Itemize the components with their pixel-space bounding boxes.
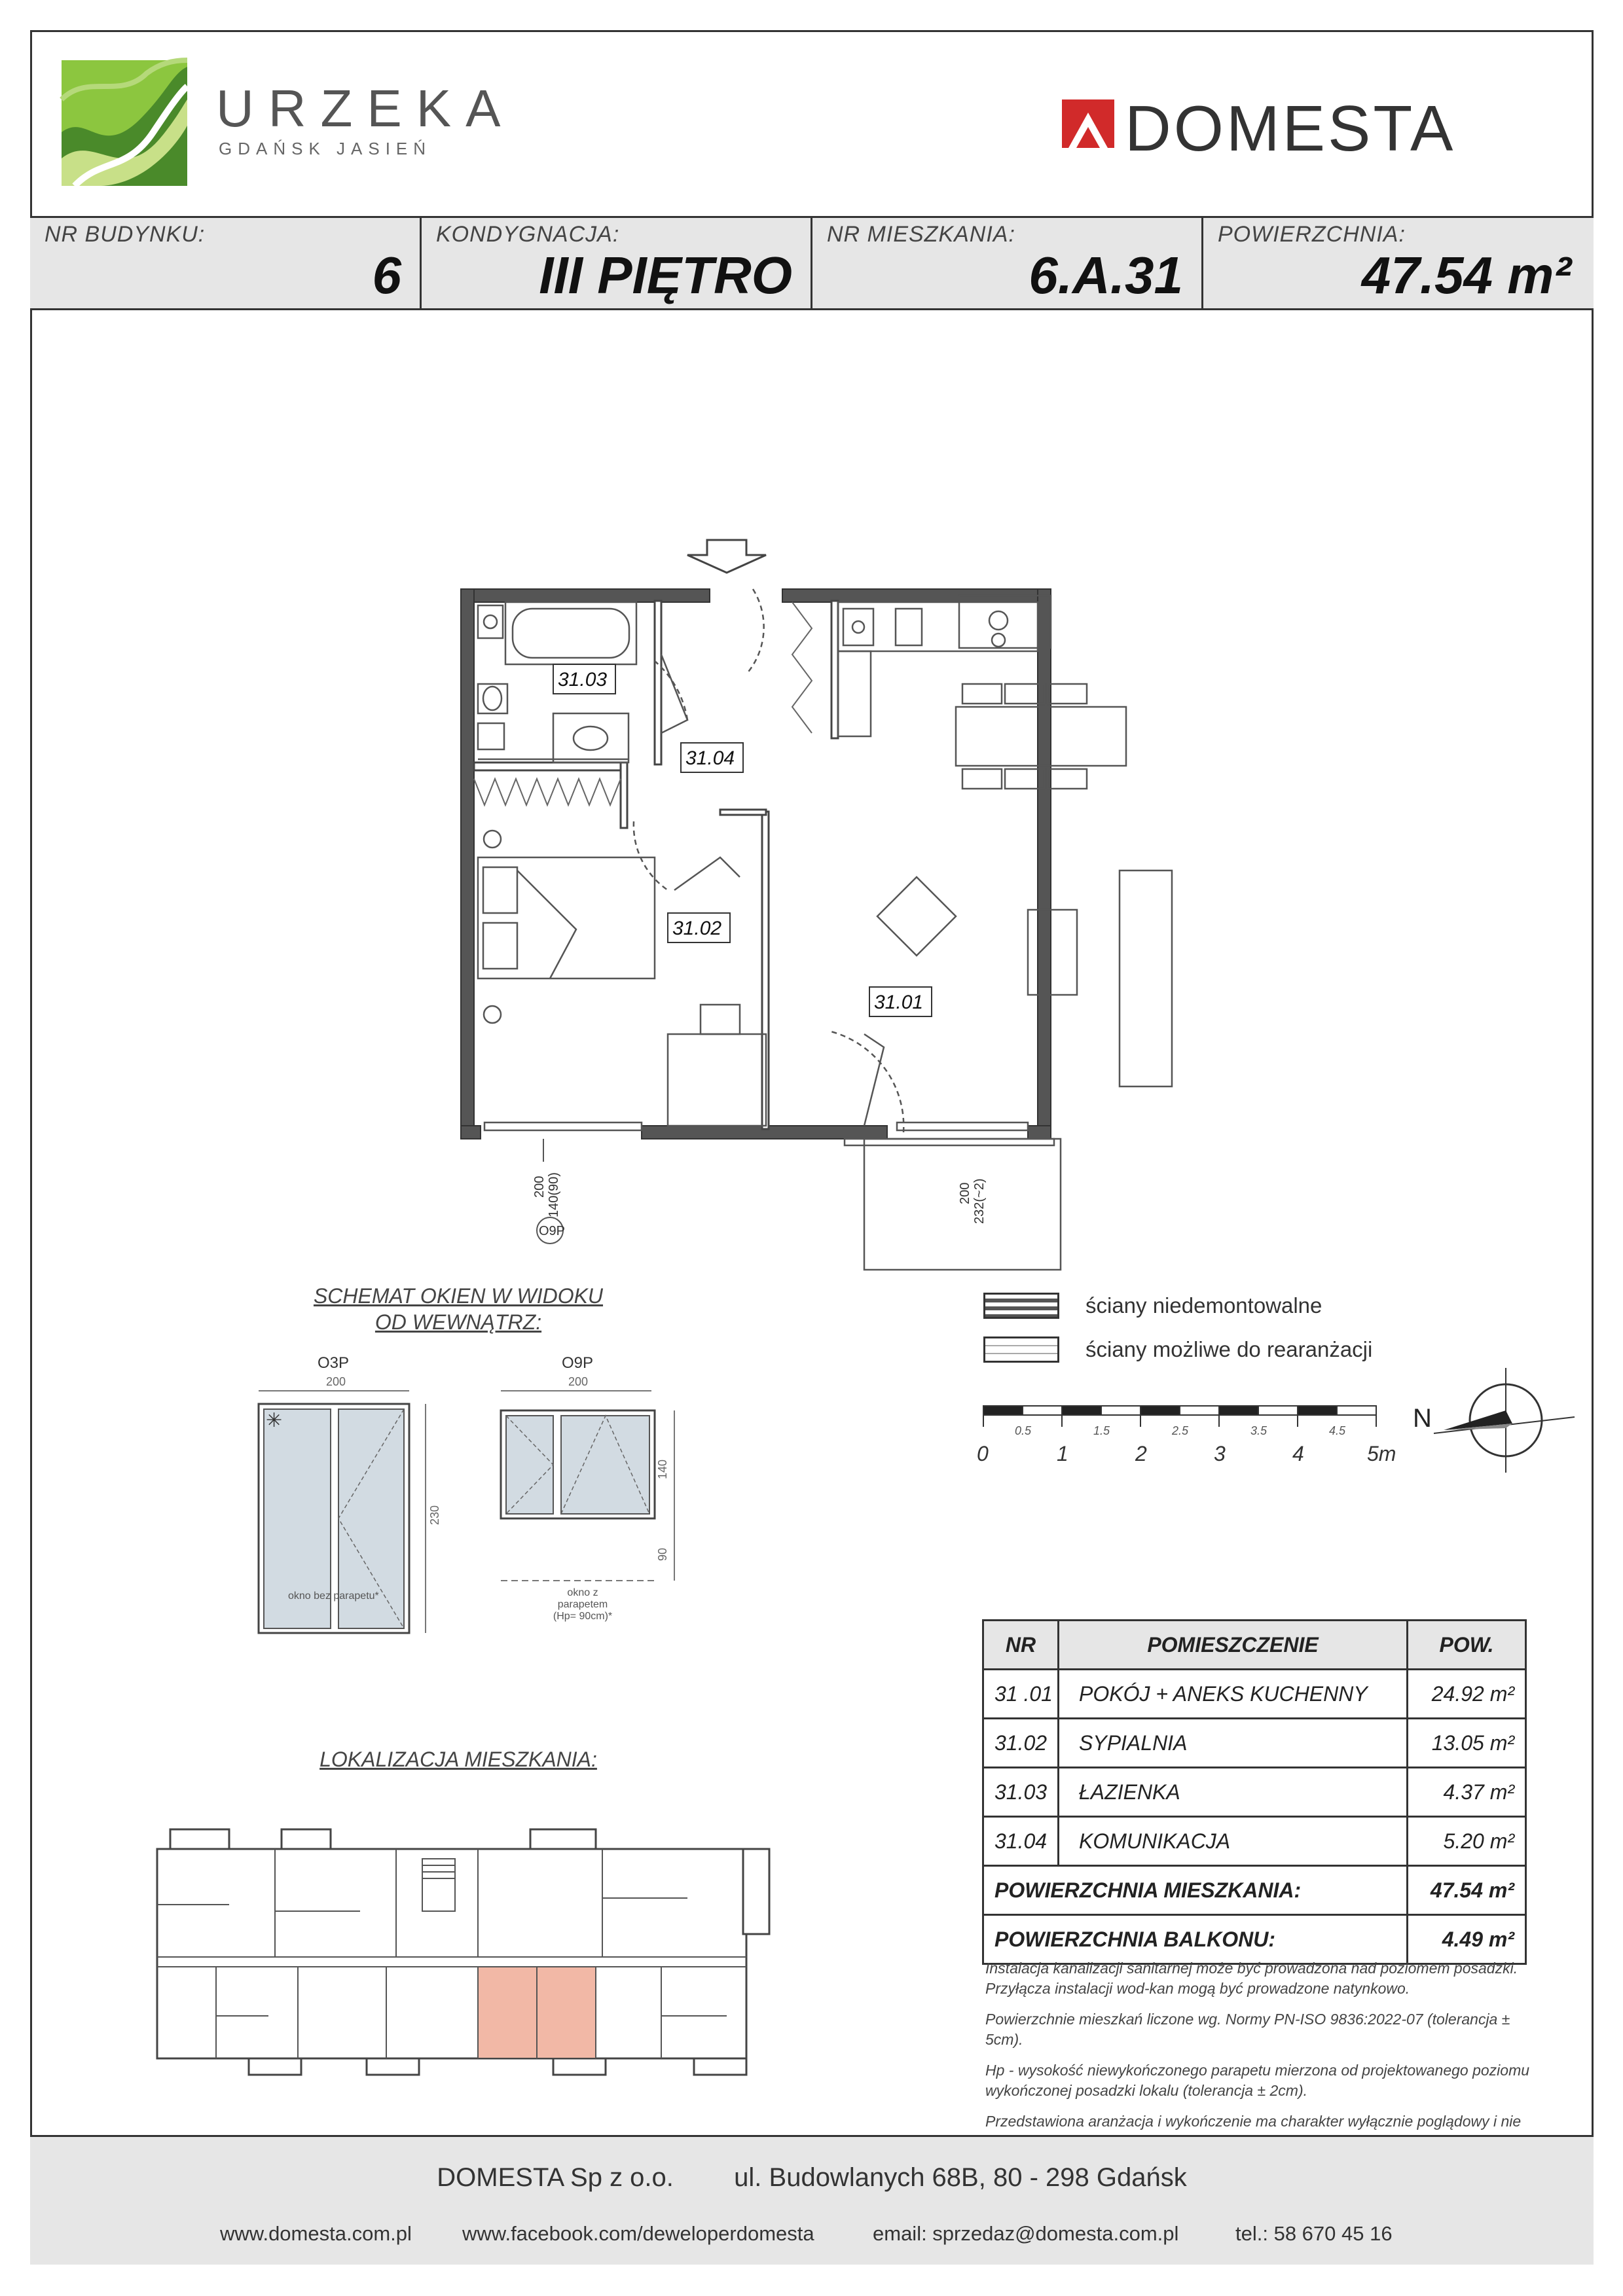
window-o9p-sill: 90	[656, 1547, 669, 1561]
svg-text:✳: ✳	[266, 1410, 283, 1431]
window-o9p-height: 140	[656, 1459, 669, 1479]
area-cell	[1203, 218, 1590, 308]
scale-bar	[976, 1401, 1408, 1473]
row-area: 5.20 m²	[1408, 1817, 1526, 1866]
row-area: 13.05 m²	[1408, 1719, 1526, 1768]
window-o9p-caption	[543, 1587, 622, 1623]
note-2: Powierzchnie mieszkań liczone wg. Normy PN-ISO 9836:2022-07 (tolerancja ± 5cm).	[985, 2011, 1510, 2048]
room-label-31-02: 31.02	[672, 918, 722, 939]
row-nr: 31 .01	[983, 1670, 1059, 1719]
window-type-1: O9P	[539, 1224, 566, 1238]
total-apartment-value: 47.54 m²	[1408, 1866, 1526, 1915]
total-balcony-label: POWIERZCHNIA BALKONU:	[983, 1915, 1408, 1964]
footer-line-company	[30, 2163, 1594, 2193]
table-row	[983, 1719, 1526, 1768]
footer-email-link[interactable]: email: sprzedaz@domesta.com.pl	[873, 2222, 1179, 2245]
urzeka-logo	[62, 60, 187, 186]
scale-major-0: 0	[977, 1442, 989, 1465]
floor-plan	[445, 524, 1152, 1238]
window-o3p-caption: okno bez parapetu*	[288, 1590, 379, 1602]
notes	[985, 1958, 1548, 2162]
table-row	[983, 1817, 1526, 1866]
rooms-table-header	[983, 1621, 1526, 1670]
scale-major-2: 2	[1135, 1442, 1147, 1465]
window-o3p-name: O3P	[318, 1354, 350, 1372]
footer-company: DOMESTA Sp z o.o.	[437, 2163, 674, 2192]
row-name: ŁAZIENKA	[1059, 1768, 1408, 1817]
footer-website-link[interactable]: www.domesta.com.pl	[220, 2222, 412, 2245]
scale-major-5: 5m	[1367, 1442, 1396, 1465]
row-name: KOMUNIKACJA	[1059, 1817, 1408, 1866]
note-1: Instalacja kanalizacji sanitarnej może być prowadzona nad poziomem posadzki. Przyłącza instalacji wod-kan mogą być prowadzone natynkowo.	[985, 1960, 1518, 1997]
window-o3p-width: 200	[326, 1375, 346, 1388]
footer-phone: tel.: 58 670 45 16	[1235, 2222, 1393, 2245]
row-nr: 31.03	[983, 1768, 1059, 1817]
room-label-31-03: 31.03	[558, 669, 608, 691]
window-o3p-drawing	[242, 1355, 452, 1617]
window-size-1: 200	[532, 1175, 547, 1198]
apartment-cell	[812, 218, 1203, 308]
legend-rearrangeable-swatch	[983, 1336, 1059, 1363]
floor-label: KONDYGNACJA:	[436, 222, 620, 247]
scale-minor-1: 1.5	[1093, 1424, 1110, 1437]
total-apartment-row	[983, 1866, 1526, 1915]
entrance-arrow-icon	[687, 540, 766, 573]
floor-cell	[422, 218, 812, 308]
col-room: POMIESZCZENIE	[1059, 1621, 1408, 1670]
col-area: POW.	[1408, 1621, 1526, 1670]
compass-icon	[1395, 1355, 1591, 1486]
row-nr: 31.04	[983, 1817, 1059, 1866]
total-balcony-row	[983, 1915, 1526, 1964]
window-o9p-caption-line2: (Hp= 90cm)*	[553, 1611, 613, 1622]
row-name: SYPIALNIA	[1059, 1719, 1408, 1768]
row-area: 4.37 m²	[1408, 1768, 1526, 1817]
compass-north-label: N	[1413, 1404, 1432, 1433]
window-o3p-height: 230	[428, 1505, 441, 1525]
scale-minor-2: 2.5	[1172, 1424, 1189, 1437]
scale-minor-0: 0.5	[1015, 1424, 1032, 1437]
building-location-plan	[151, 1820, 805, 2094]
table-row	[983, 1768, 1526, 1817]
building-label: NR BUDYNKU:	[45, 222, 206, 247]
apartment-value: 6.A.31	[1029, 246, 1183, 304]
scale-major-3: 3	[1214, 1442, 1226, 1465]
urzeka-name: URZEKA	[216, 79, 515, 137]
area-label: POWIERZCHNIA:	[1218, 222, 1406, 247]
legend-non-removable: ściany niedemontowalne	[1085, 1293, 1322, 1318]
window-size-2: 200	[958, 1182, 972, 1204]
scale-major-4: 4	[1292, 1442, 1304, 1465]
domesta-name: DOMESTA	[1125, 92, 1456, 164]
footer-facebook-link[interactable]: www.facebook.com/deweloperdomesta	[462, 2222, 814, 2245]
total-apartment-label: POWIERZCHNIA MIESZKANIA:	[983, 1866, 1408, 1915]
window-o9p-drawing	[484, 1355, 694, 1597]
domesta-logo-icon	[1062, 99, 1114, 148]
row-nr: 31.02	[983, 1719, 1059, 1768]
legend-rearrangeable: ściany możliwe do rearanżacji	[1085, 1337, 1373, 1361]
room-label-31-04: 31.04	[685, 747, 735, 769]
legend-non-removable-swatch	[983, 1293, 1059, 1319]
apartment-header	[30, 216, 1594, 310]
scale-minor-4: 4.5	[1329, 1424, 1346, 1437]
note-4: Przedstawiona aranżacja i wykończenie ma charakter wyłącznie poglądowy i nie	[985, 2113, 1522, 2130]
area-value: 47.54 m²	[1361, 246, 1571, 304]
scale-minor-3: 3.5	[1250, 1424, 1267, 1437]
col-nr: NR	[983, 1621, 1059, 1670]
location-title: LOKALIZACJA MIESZKANIA:	[319, 1748, 597, 1771]
footer	[30, 2135, 1594, 2265]
windows-schema-title-line2: OD WEWNĄTRZ:	[374, 1310, 542, 1334]
window-o9p-name: O9P	[562, 1354, 594, 1372]
urzeka-subtitle: GDAŃSK JASIEŃ	[219, 139, 432, 158]
windows-schema-title	[275, 1283, 642, 1335]
window-o9p-width: 200	[568, 1375, 589, 1388]
apartment-label: NR MIESZKANIA:	[827, 222, 1015, 247]
urzeka-logo-icon	[62, 60, 187, 186]
floor-value: III PIĘTRO	[539, 246, 792, 304]
windows-schema-title-line1: SCHEMAT OKIEN W WIDOKU	[313, 1284, 604, 1308]
total-balcony-value: 4.49 m²	[1408, 1915, 1526, 1964]
building-cell	[30, 218, 422, 308]
row-area: 24.92 m²	[1408, 1670, 1526, 1719]
rooms-table	[982, 1619, 1527, 1965]
table-row	[983, 1670, 1526, 1719]
window-height-1: 140(90)	[547, 1172, 561, 1217]
window-height-2: 232(~2)	[972, 1178, 987, 1224]
note-3: Hp - wysokość niewykończonego parapetu mierzona od projektowanego poziomu wykończonej posadzki lokalu (tolerancja ± 2cm).	[985, 2062, 1530, 2099]
row-name: POKÓJ + ANEKS KUCHENNY	[1059, 1670, 1408, 1719]
footer-address: ul. Budowlanych 68B, 80 - 298 Gdańsk	[734, 2163, 1187, 2192]
window-o9p-caption-line1: okno z parapetem	[557, 1587, 608, 1610]
building-value: 6	[372, 246, 401, 304]
scale-major-1: 1	[1057, 1442, 1068, 1465]
room-label-31-01: 31.01	[874, 992, 924, 1013]
